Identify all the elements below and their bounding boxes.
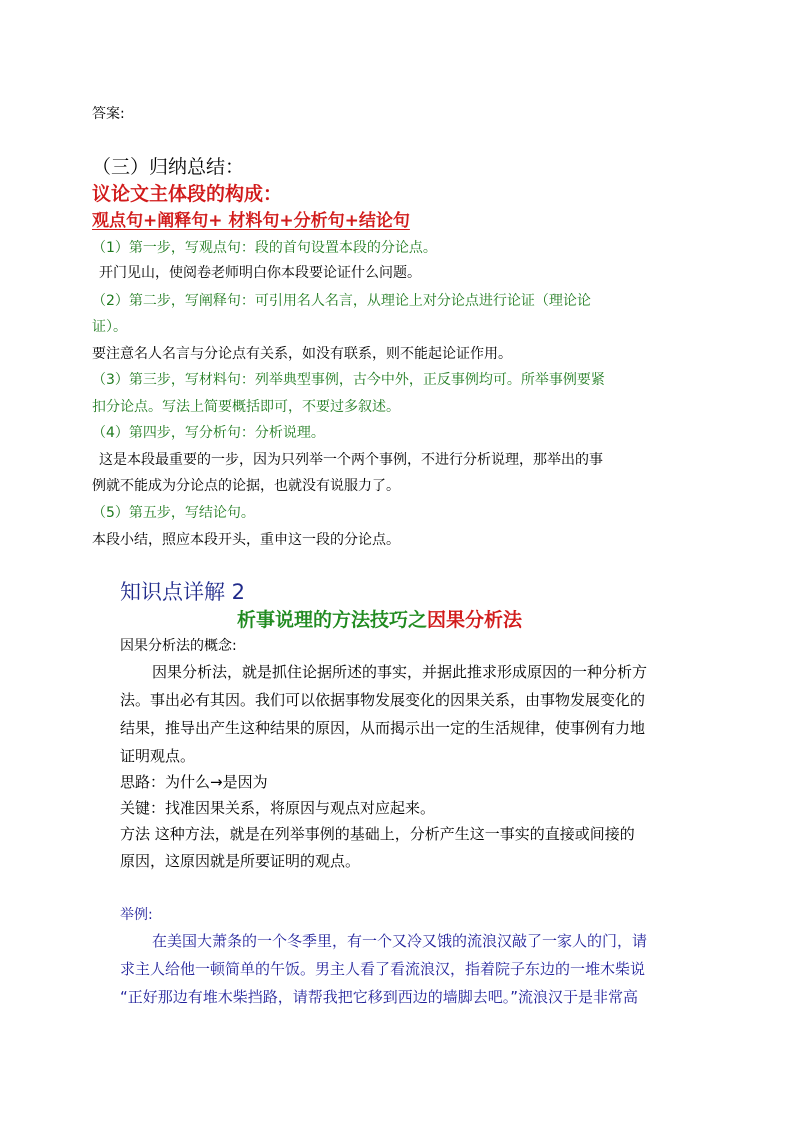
- method-title-prefix: 析事说理的方法技巧之: [237, 609, 428, 631]
- formula-line: 观点句+阐释句+ 材料句+分析句+结论句: [92, 211, 410, 231]
- step-2-line-2: 证）。: [92, 319, 127, 335]
- concept-line-2: 法。事出必有其因。我们可以依据事物发展变化的因果关系，由事物发展变化的: [120, 691, 646, 709]
- concept-line-4: 证明观点。: [120, 747, 196, 765]
- section-heading: （三）归纳总结：: [92, 156, 245, 178]
- subheading: 议论文主体段的构成：: [92, 183, 283, 205]
- method-title: [237, 605, 522, 632]
- method-title-suffix: 因果分析法: [427, 609, 523, 631]
- step-3-line-2: 扣分论点。写法上简要概括即可，不要过多叙述。: [92, 399, 400, 415]
- method-line-2: 原因，这原因就是所要证明的观点。: [120, 852, 361, 870]
- step-4: （4）第四步，写分析句：分析说理。: [92, 425, 325, 441]
- concept-line-1: 因果分析法，就是抓住论据所述的事实，并据此推求形成原因的一种分析方: [152, 663, 648, 681]
- step-1: （1）第一步，写观点句：段的首句设置本段的分论点。: [92, 240, 437, 256]
- method-line-1: 方法 这种方法，就是在列举事例的基础上，分析产生这一事实的直接或间接的: [120, 825, 635, 843]
- step-4-note-line-2: 例就不能成为分论点的论据，也就没有说服力了。: [92, 478, 400, 494]
- step-2-note: 要注意名人名言与分论点有关系，如没有联系，则不能起论证作用。: [92, 346, 512, 362]
- step-5-note: 本段小结，照应本段开头，重申这一段的分论点。: [92, 532, 400, 548]
- knowledge-title: 知识点详解 2: [120, 580, 246, 604]
- example-line-1: 在美国大萧条的一个冬季里，有一个又冷又饿的流浪汉敲了一家人的门，请: [152, 932, 648, 950]
- step-4-note-line-1: 这是本段最重要的一步，因为只列举一个两个事例，不进行分析说理，那举出的事: [99, 452, 603, 468]
- example-line-2: 求主人给他一顿简单的午饭。男主人看了看流浪汉，指着院子东边的一堆木柴说: [120, 960, 646, 978]
- step-1-note: 开门见山，使阅卷老师明白你本段要论证什么问题。: [99, 265, 421, 281]
- step-5: （5）第五步，写结论句。: [92, 505, 255, 521]
- key-line: 关键：找准因果关系，将原因与观点对应起来。: [120, 799, 436, 817]
- concept-label: 因果分析法的概念:: [120, 638, 237, 654]
- example-line-3: “正好那边有堆木柴挡路，请帮我把它移到西边的墙脚去吧。”流浪汉于是非常高: [120, 988, 639, 1006]
- example-label: 举例:: [120, 907, 153, 923]
- step-2-line-1: （2）第二步，写阐释句：可引用名人名言，从理论上对分论点进行论证（理论论: [92, 293, 591, 309]
- thinking-line: 思路：为什么→是因为: [120, 773, 268, 791]
- answer-label: 答案:: [92, 106, 125, 122]
- step-3-line-1: （3）第三步，写材料句：列举典型事例，古今中外，正反事例均可。所举事例要紧: [92, 372, 605, 388]
- concept-line-3: 结果，推导出产生这种结果的原因，从而揭示出一定的生活规律，使事例有力地: [120, 719, 646, 737]
